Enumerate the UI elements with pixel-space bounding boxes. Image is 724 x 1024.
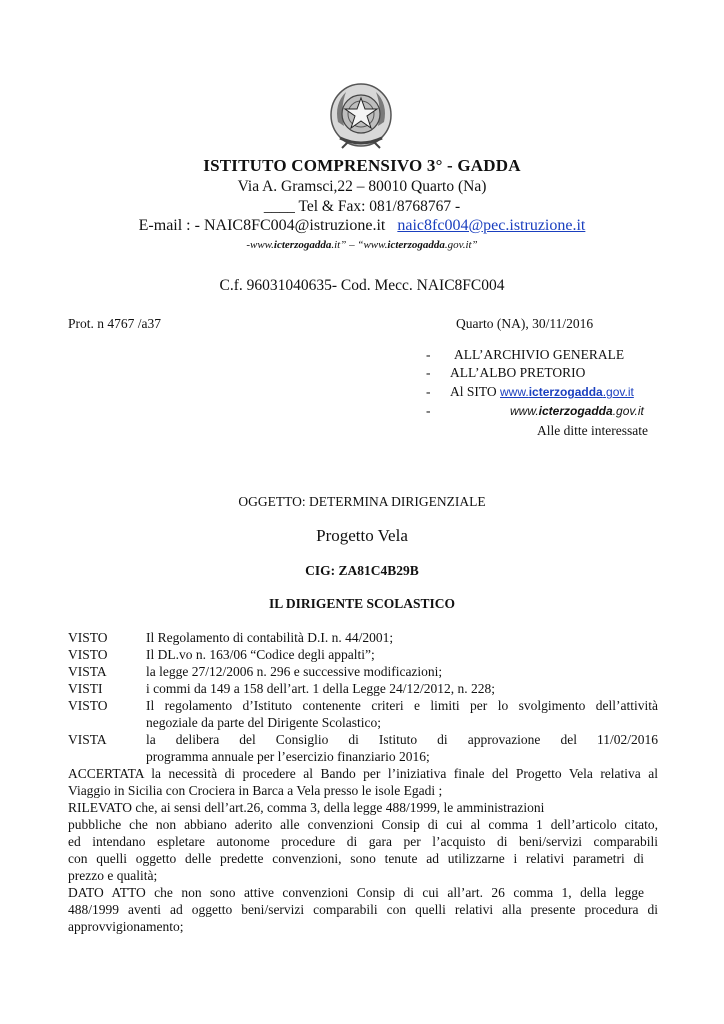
- consideration-row: [68, 680, 658, 697]
- recipient-albo: [426, 364, 585, 382]
- website-link[interactable]: [500, 385, 634, 399]
- email-text: E-mail : - NAIC8FC004@istruzione.it: [138, 217, 386, 234]
- consideration-row-cont: [68, 714, 658, 731]
- pec-email-link[interactable]: naic8fc004@pec.istruzione.it: [397, 217, 586, 234]
- paragraph-line: [68, 884, 658, 901]
- link-text: icterzogadda: [528, 385, 603, 399]
- consideration-row: [68, 731, 658, 748]
- paragraph-text: pubbliche che non abbiano aderito alle convenzioni Consip di cui al comma 1 dell’articolo citato,: [68, 817, 658, 832]
- paragraph-line: [68, 901, 658, 918]
- consideration-keyword: VISTO: [68, 698, 108, 713]
- website-line: [0, 239, 724, 251]
- paragraph-text: ed intendano espletare autonome procedure di gara per l’acquisto di beni/servizi comparabili: [68, 834, 658, 849]
- recipient-label: ALL’ARCHIVIO GENERALE: [454, 347, 625, 362]
- consideration-text: Il regolamento d’Istituto contenente criteri e limiti per lo svolgimento dell’attività: [146, 698, 658, 713]
- website-text: icterzogadda: [273, 239, 332, 251]
- consideration-keyword: VISTA: [68, 732, 107, 747]
- link-text: www.: [510, 404, 539, 418]
- consideration-row-cont: [68, 748, 658, 765]
- tel-fax: ____ Tel & Fax: 081/8768767 -: [263, 198, 461, 215]
- consideration-text: i commi da 149 a 158 dell’art. 1 della Legge 24/12/2012, n. 228;: [146, 681, 496, 696]
- fiscal-codes: C.f. 96031040635- Cod. Mecc. NAIC8FC004: [219, 277, 505, 294]
- website-text: -www.: [246, 239, 274, 251]
- consideration-text: la delibera del Consiglio di Istituto di approvazione del 11/02/2016: [146, 732, 658, 747]
- link-text: .gov.it: [602, 385, 634, 399]
- consideration-row: [68, 697, 658, 714]
- consideration-row: [68, 663, 658, 680]
- paragraph-line: [68, 867, 658, 884]
- paragraph-text: RILEVATO che, ai sensi dell’art.26, comma 3, della legge 488/1999, le amministrazioni: [68, 800, 545, 815]
- paragraph-line: [68, 782, 658, 799]
- paragraph-text: approvvigionamento;: [68, 919, 184, 934]
- list-dash: -: [426, 365, 431, 380]
- paragraph-text: Viaggio in Sicilia con Crociera in Barca a Vela presso le isole Egadi ;: [68, 783, 443, 798]
- paragraph-line: [68, 918, 658, 935]
- consideration-text: negoziale da parte del Dirigente Scolastico;: [146, 715, 382, 730]
- republic-emblem-icon: [328, 82, 394, 150]
- paragraph-line: [68, 765, 658, 782]
- consideration-keyword: VISTI: [68, 681, 103, 696]
- paragraph-text: ACCERTATA la necessità di procedere al Bando per l’iniziativa finale del Progetto Vela relativa al: [68, 766, 658, 781]
- list-dash: -: [426, 384, 431, 399]
- recipient-label: Al SITO: [450, 384, 497, 399]
- list-dash: -: [426, 403, 431, 418]
- protocol-number: Prot. n 4767 /a37: [68, 316, 161, 331]
- paragraph-text: con quelli oggetto delle predette convenzioni, sono tenute ad utilizzarne i relativi parametri di: [68, 851, 644, 866]
- website-text: .gov.it”: [444, 239, 478, 251]
- link-text: .gov.it: [612, 404, 644, 418]
- recipient-label: ALL’ALBO PRETORIO: [450, 365, 586, 380]
- paragraph-text: 488/1999 aventi ad oggetto beni/servizi comparabili con quelli relativi alla presente procedura di: [68, 902, 658, 917]
- recipient-ditte: Alle ditte interessate: [537, 423, 648, 438]
- consideration-row: [68, 646, 658, 663]
- consideration-text: la legge 27/12/2006 n. 296 e successive modificazioni;: [146, 664, 443, 679]
- link-text: www.: [500, 385, 529, 399]
- project-title: Progetto Vela: [316, 526, 408, 545]
- dirigente-heading: IL DIRIGENTE SCOLASTICO: [268, 596, 456, 611]
- consideration-keyword: VISTA: [68, 664, 107, 679]
- school-address: Via A. Gramsci,22 – 80010 Quarto (Na): [237, 178, 487, 195]
- link-text: icterzogadda: [538, 404, 613, 418]
- website-text-link: [510, 402, 644, 420]
- consideration-row: [68, 629, 658, 646]
- school-name: ISTITUTO COMPRENSIVO 3° - GADDA: [203, 156, 521, 175]
- paragraph-line: [68, 816, 658, 833]
- recipient-sito: [426, 383, 634, 401]
- cig-code: CIG: ZA81C4B29B: [305, 563, 419, 578]
- list-dash: -: [426, 347, 431, 362]
- paragraph-line: [68, 799, 658, 816]
- recipient-website: [426, 402, 644, 420]
- paragraph-line: [68, 850, 658, 867]
- paragraph-line: [68, 833, 658, 850]
- subject-line: OGGETTO: DETERMINA DIRIGENZIALE: [238, 494, 486, 509]
- place-date: Quarto (NA), 30/11/2016: [456, 316, 594, 331]
- consideration-text: Il DL.vo n. 163/06 “Codice degli appalti”;: [146, 647, 375, 662]
- website-text: icterzogadda: [387, 239, 445, 251]
- recipient-archive: [426, 346, 624, 364]
- website-text: .it” – “www.: [331, 239, 388, 251]
- paragraph-text: DATO ATTO che non sono attive convenzioni Consip di cui all’art. 26 comma 1, della legge: [68, 885, 644, 900]
- consideration-text: programma annuale per l’esercizio finanziario 2016;: [146, 749, 430, 764]
- consideration-text: Il Regolamento di contabilità D.I. n. 44/2001;: [146, 630, 394, 645]
- considerations-list: [68, 629, 658, 935]
- consideration-keyword: VISTO: [68, 647, 108, 662]
- paragraph-text: prezzo e qualità;: [68, 868, 158, 883]
- consideration-keyword: VISTO: [68, 630, 108, 645]
- email-line: [0, 217, 724, 235]
